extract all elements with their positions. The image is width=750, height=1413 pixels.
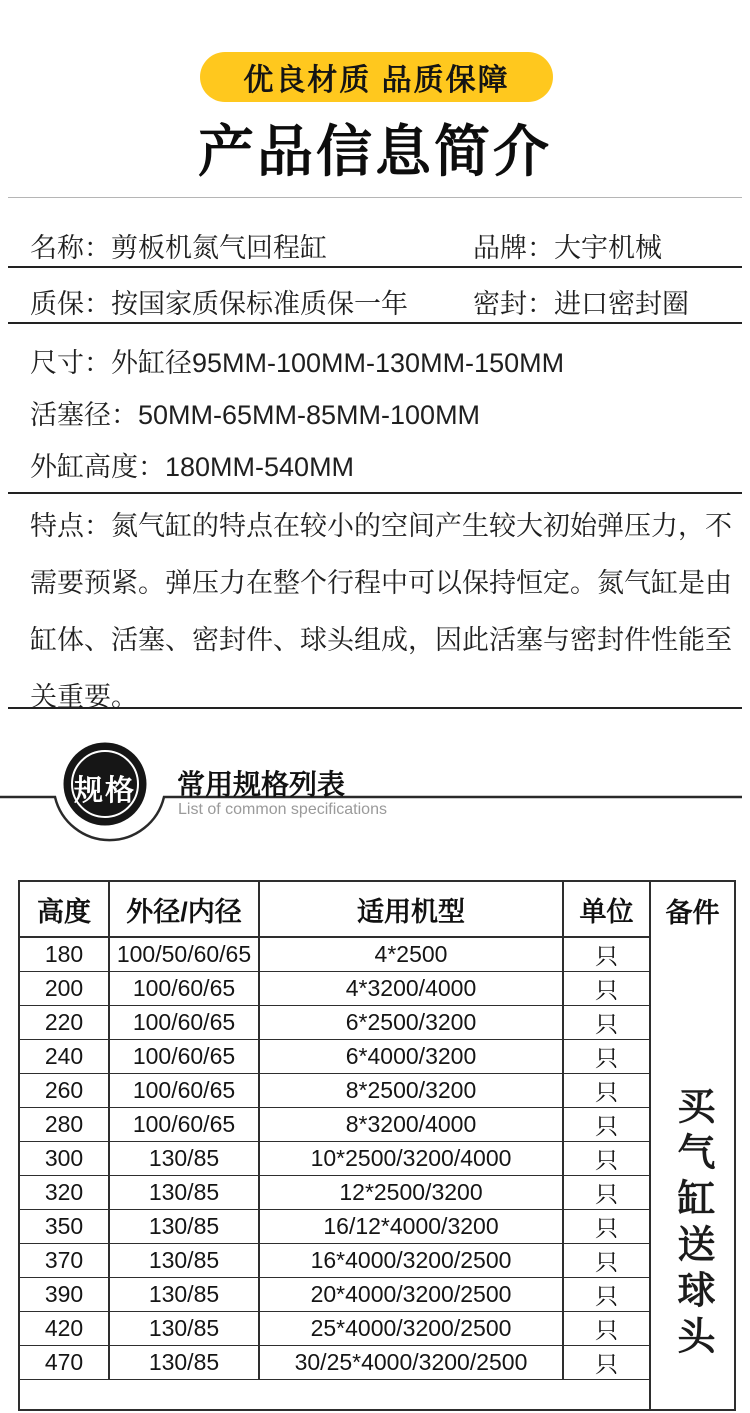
spec-cell-height: 470	[19, 1346, 109, 1380]
spec-cell-unit: 只	[563, 1142, 650, 1176]
spec-table-header-row	[19, 881, 735, 937]
spec-table-row	[19, 1244, 735, 1278]
spec-cell-od_id: 100/50/60/65	[109, 937, 259, 972]
col-header-height: 高度	[19, 881, 109, 937]
spec-cell-model: 8*3200/4000	[259, 1108, 563, 1142]
warranty-label: 质保：	[30, 289, 111, 319]
spec-cell-model: 12*2500/3200	[259, 1176, 563, 1210]
spec-cell-unit: 只	[563, 1244, 650, 1278]
feature-line-2: 需要预紧。弹压力在整个行程中可以保持恒定。氮气缸是由	[30, 568, 732, 598]
spec-cell-unit: 只	[563, 1040, 650, 1074]
spec-cell-od_id: 130/85	[109, 1244, 259, 1278]
spec-table-row	[19, 1210, 735, 1244]
quality-badge	[200, 52, 553, 102]
spec-cell-height: 220	[19, 1006, 109, 1040]
product-name-value: 剪板机氮气回程缸	[111, 233, 327, 263]
spec-cell-model: 16*4000/3200/2500	[259, 1244, 563, 1278]
spec-table-row	[19, 1346, 735, 1380]
spare-cell-content	[651, 882, 734, 1380]
spec-cell-model: 8*2500/3200	[259, 1074, 563, 1108]
piston-diameter-field	[30, 393, 480, 432]
spec-table-row	[19, 1108, 735, 1142]
warranty-field	[30, 282, 408, 321]
spec-cell-unit: 只	[563, 1176, 650, 1210]
spare-promo-note	[665, 1086, 720, 1369]
spec-table-row	[19, 1006, 735, 1040]
spec-section-subtitle: List of common specifications	[178, 801, 387, 818]
spec-cell-model: 6*4000/3200	[259, 1040, 563, 1074]
divider-top	[8, 197, 742, 198]
spec-table-row	[19, 1312, 735, 1346]
spec-cell-model: 4*2500	[259, 937, 563, 972]
piston-diameter-label: 活塞径：	[30, 400, 138, 430]
spec-cell-od_id: 130/85	[109, 1312, 259, 1346]
product-name-label: 名称：	[30, 233, 111, 263]
spec-cell-model: 4*3200/4000	[259, 972, 563, 1006]
spec-table-empty-row	[19, 1380, 735, 1410]
spare-header-label: 备件	[665, 897, 720, 928]
spec-table-row	[19, 1142, 735, 1176]
spec-table	[18, 880, 736, 1411]
piston-diameter-value: 50MM-65MM-85MM-100MM	[138, 400, 481, 430]
spec-cell-height: 300	[19, 1142, 109, 1176]
spec-table-body	[19, 881, 735, 1410]
spec-cell-height: 180	[19, 937, 109, 972]
spec-circle-label: 规格	[73, 775, 136, 807]
spec-table-row	[19, 1176, 735, 1210]
spec-section-title: 常用规格列表	[177, 769, 346, 800]
col-header-od-id: 外径/内径	[109, 881, 259, 937]
brand-value: 大宇机械	[554, 233, 662, 263]
spec-cell-unit: 只	[563, 1346, 650, 1380]
feature-line-3: 缸体、活塞、密封件、球头组成，因此活塞与密封件性能至	[30, 625, 732, 655]
size-field	[30, 341, 564, 380]
spec-table-row	[19, 1040, 735, 1074]
spec-cell-model: 30/25*4000/3200/2500	[259, 1346, 563, 1380]
brand-label: 品牌：	[473, 233, 554, 263]
seal-label: 密封：	[473, 289, 554, 319]
spec-cell-od_id: 130/85	[109, 1210, 259, 1244]
spec-cell-od_id: 130/85	[109, 1142, 259, 1176]
page-title: 产品信息简介	[198, 120, 552, 183]
spec-cell-model: 10*2500/3200/4000	[259, 1142, 563, 1176]
spec-cell-height: 390	[19, 1278, 109, 1312]
quality-badge-label: 优良材质 品质保障	[243, 64, 510, 97]
spec-cell-height: 280	[19, 1108, 109, 1142]
spec-cell-od_id: 100/60/65	[109, 1006, 259, 1040]
spec-cell-height: 350	[19, 1210, 109, 1244]
spec-cell-od_id: 100/60/65	[109, 972, 259, 1006]
spec-cell-unit: 只	[563, 1312, 650, 1346]
feature-line-4: 关重要。	[30, 682, 138, 712]
warranty-value: 按国家质保标准质保一年	[111, 289, 408, 319]
spec-cell-od_id: 100/60/65	[109, 1074, 259, 1108]
spec-cell-unit: 只	[563, 1108, 650, 1142]
spec-cell-model: 20*4000/3200/2500	[259, 1278, 563, 1312]
spec-cell-unit: 只	[563, 1210, 650, 1244]
spec-cell-od_id: 100/60/65	[109, 1040, 259, 1074]
spec-cell-height: 420	[19, 1312, 109, 1346]
spec-table-row	[19, 972, 735, 1006]
cylinder-height-value: 180MM-540MM	[165, 452, 355, 482]
seal-field	[473, 282, 689, 321]
spec-cell-unit: 只	[563, 937, 650, 972]
spec-cell-od_id: 130/85	[109, 1346, 259, 1380]
spec-table-row	[19, 937, 735, 972]
spec-cell-unit: 只	[563, 1278, 650, 1312]
spec-cell-height: 200	[19, 972, 109, 1006]
spec-table-row	[19, 1278, 735, 1312]
spec-cell-height: 260	[19, 1074, 109, 1108]
spec-cell-od_id: 130/85	[109, 1176, 259, 1210]
spec-cell-height: 370	[19, 1244, 109, 1278]
spec-cell-height: 240	[19, 1040, 109, 1074]
size-value: 外缸径95MM-100MM-130MM-150MM	[111, 348, 565, 378]
feature-line-1: 特点：氮气缸的特点在较小的空间产生较大初始弹压力，不	[30, 511, 732, 541]
col-header-spare	[650, 881, 735, 1410]
divider-2	[8, 322, 742, 324]
col-header-model: 适用机型	[259, 881, 563, 937]
spec-cell-od_id: 130/85	[109, 1278, 259, 1312]
divider-1	[8, 266, 742, 268]
empty-merged-cell	[19, 1380, 650, 1410]
spec-cell-model: 16/12*4000/3200	[259, 1210, 563, 1244]
spare-promo-text: 买气缸送球头	[671, 1086, 713, 1362]
spec-cell-height: 320	[19, 1176, 109, 1210]
spec-cell-model: 25*4000/3200/2500	[259, 1312, 563, 1346]
spec-table-row	[19, 1074, 735, 1108]
brand-field	[473, 226, 662, 265]
product-name-field	[30, 226, 327, 265]
spec-cell-od_id: 100/60/65	[109, 1108, 259, 1142]
spec-cell-model: 6*2500/3200	[259, 1006, 563, 1040]
cylinder-height-label: 外缸高度：	[30, 452, 165, 482]
spec-cell-unit: 只	[563, 972, 650, 1006]
col-header-unit: 单位	[563, 881, 650, 937]
size-label: 尺寸：	[30, 348, 111, 378]
cylinder-height-field	[30, 445, 354, 484]
spec-cell-unit: 只	[563, 1006, 650, 1040]
divider-3	[8, 492, 742, 494]
seal-value: 进口密封圈	[554, 289, 689, 319]
spec-cell-unit: 只	[563, 1074, 650, 1108]
